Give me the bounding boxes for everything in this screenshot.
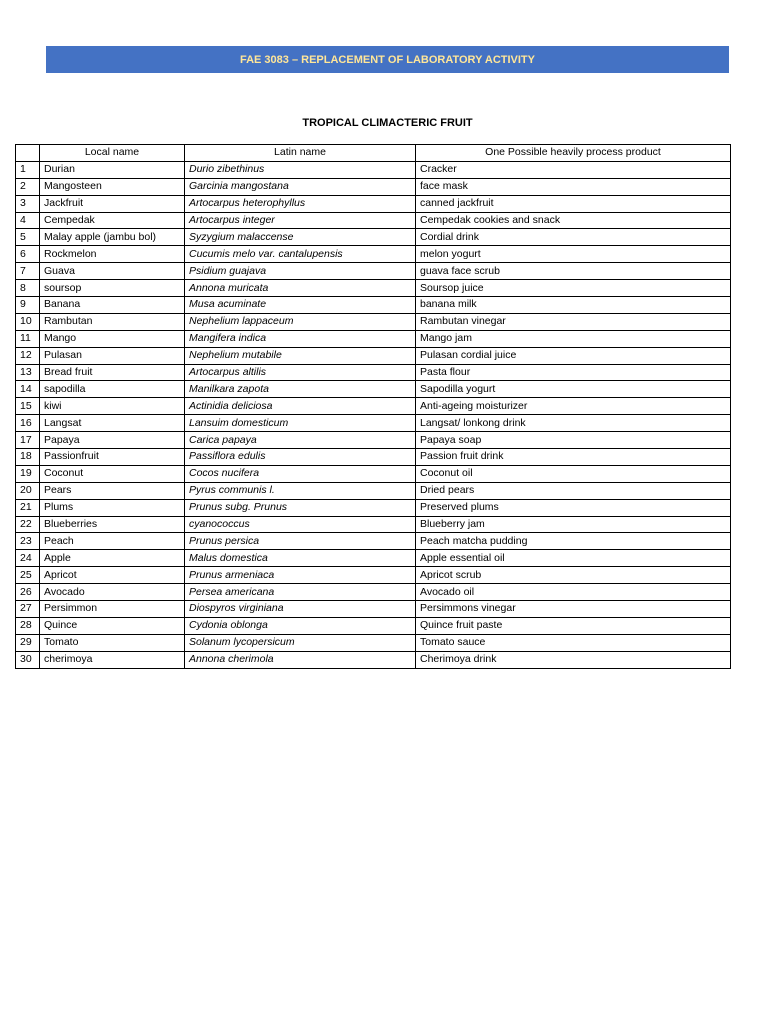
local-name-cell: Tomato <box>40 634 185 651</box>
local-name-cell: Apple <box>40 550 185 567</box>
row-number-cell: 20 <box>16 482 40 499</box>
latin-name-cell: Artocarpus heterophyllus <box>185 195 416 212</box>
row-number-cell: 2 <box>16 178 40 195</box>
product-cell: Rambutan vinegar <box>416 313 731 330</box>
latin-name-cell: Artocarpus integer <box>185 212 416 229</box>
product-cell: Peach matcha pudding <box>416 533 731 550</box>
row-number-cell: 18 <box>16 449 40 466</box>
table-row <box>16 212 731 229</box>
table-row <box>16 617 731 634</box>
local-name-cell: kiwi <box>40 398 185 415</box>
table-row <box>16 263 731 280</box>
product-cell: Langsat/ lonkong drink <box>416 415 731 432</box>
latin-name-cell: Manilkara zapota <box>185 381 416 398</box>
row-number-cell: 17 <box>16 432 40 449</box>
product-cell: Cempedak cookies and snack <box>416 212 731 229</box>
product-cell: Quince fruit paste <box>416 617 731 634</box>
table-row <box>16 651 731 668</box>
latin-name-cell: Annona muricata <box>185 280 416 297</box>
local-name-cell: Pears <box>40 482 185 499</box>
table-row <box>16 313 731 330</box>
row-number-cell: 14 <box>16 381 40 398</box>
latin-name-cell: Carica papaya <box>185 432 416 449</box>
row-number-cell: 25 <box>16 567 40 584</box>
product-cell: melon yogurt <box>416 246 731 263</box>
latin-name-cell: Actinidia deliciosa <box>185 398 416 415</box>
table-row <box>16 398 731 415</box>
row-number-cell: 7 <box>16 263 40 280</box>
table-row <box>16 516 731 533</box>
row-number-cell: 30 <box>16 651 40 668</box>
page-title: TROPICAL CLIMACTERIC FRUIT <box>302 117 473 129</box>
latin-name-cell: Lansuim domesticum <box>185 415 416 432</box>
product-cell: face mask <box>416 178 731 195</box>
latin-name-cell: Passiflora edulis <box>185 449 416 466</box>
row-number-cell: 28 <box>16 617 40 634</box>
latin-name-cell: Malus domestica <box>185 550 416 567</box>
column-header-local-name: Local name <box>40 145 185 162</box>
table-row <box>16 229 731 246</box>
local-name-cell: sapodilla <box>40 381 185 398</box>
row-number-cell: 27 <box>16 601 40 618</box>
local-name-cell: Rambutan <box>40 313 185 330</box>
table-row <box>16 465 731 482</box>
product-cell: Passion fruit drink <box>416 449 731 466</box>
table-header-row <box>16 145 731 162</box>
row-number-cell: 23 <box>16 533 40 550</box>
local-name-cell: soursop <box>40 280 185 297</box>
local-name-cell: Passionfruit <box>40 449 185 466</box>
latin-name-cell: Musa acuminate <box>185 297 416 314</box>
local-name-cell: Apricot <box>40 567 185 584</box>
row-number-cell: 26 <box>16 584 40 601</box>
row-number-cell: 1 <box>16 161 40 178</box>
column-header-number <box>16 145 40 162</box>
local-name-cell: Papaya <box>40 432 185 449</box>
fruit-table <box>15 144 731 669</box>
product-cell: Anti-ageing moisturizer <box>416 398 731 415</box>
local-name-cell: cherimoya <box>40 651 185 668</box>
local-name-cell: Avocado <box>40 584 185 601</box>
local-name-cell: Cempedak <box>40 212 185 229</box>
product-cell: Apple essential oil <box>416 550 731 567</box>
row-number-cell: 12 <box>16 347 40 364</box>
local-name-cell: Bread fruit <box>40 364 185 381</box>
local-name-cell: Persimmon <box>40 601 185 618</box>
table-row <box>16 330 731 347</box>
product-cell: Dried pears <box>416 482 731 499</box>
column-header-product: One Possible heavily process product <box>416 145 731 162</box>
local-name-cell: Malay apple (jambu bol) <box>40 229 185 246</box>
latin-name-cell: Prunus subg. Prunus <box>185 499 416 516</box>
table-row <box>16 567 731 584</box>
table-row <box>16 533 731 550</box>
latin-name-cell: Cydonia oblonga <box>185 617 416 634</box>
row-number-cell: 16 <box>16 415 40 432</box>
row-number-cell: 22 <box>16 516 40 533</box>
product-cell: Coconut oil <box>416 465 731 482</box>
table-row <box>16 178 731 195</box>
table-row <box>16 584 731 601</box>
product-cell: Soursop juice <box>416 280 731 297</box>
local-name-cell: Durian <box>40 161 185 178</box>
local-name-cell: Peach <box>40 533 185 550</box>
table-row <box>16 347 731 364</box>
table-row <box>16 634 731 651</box>
product-cell: canned jackfruit <box>416 195 731 212</box>
table-row <box>16 499 731 516</box>
product-cell: Papaya soap <box>416 432 731 449</box>
product-cell: Pasta flour <box>416 364 731 381</box>
table-row <box>16 195 731 212</box>
latin-name-cell: Durio zibethinus <box>185 161 416 178</box>
table-row <box>16 449 731 466</box>
table-body <box>16 161 731 668</box>
table-row <box>16 161 731 178</box>
product-cell: Pulasan cordial juice <box>416 347 731 364</box>
table-row <box>16 297 731 314</box>
row-number-cell: 15 <box>16 398 40 415</box>
local-name-cell: Mango <box>40 330 185 347</box>
row-number-cell: 3 <box>16 195 40 212</box>
latin-name-cell: Diospyros virginiana <box>185 601 416 618</box>
row-number-cell: 5 <box>16 229 40 246</box>
local-name-cell: Banana <box>40 297 185 314</box>
product-cell: Tomato sauce <box>416 634 731 651</box>
product-cell: Cracker <box>416 161 731 178</box>
product-cell: Cordial drink <box>416 229 731 246</box>
row-number-cell: 6 <box>16 246 40 263</box>
column-header-latin-name: Latin name <box>185 145 416 162</box>
table-row <box>16 482 731 499</box>
latin-name-cell: Pyrus communis l. <box>185 482 416 499</box>
banner-text: FAE 3083 – REPLACEMENT OF LABORATORY ACTIVITY <box>239 53 535 66</box>
product-cell: Sapodilla yogurt <box>416 381 731 398</box>
latin-name-cell: Prunus persica <box>185 533 416 550</box>
row-number-cell: 24 <box>16 550 40 567</box>
local-name-cell: Pulasan <box>40 347 185 364</box>
local-name-cell: Langsat <box>40 415 185 432</box>
row-number-cell: 9 <box>16 297 40 314</box>
product-cell: Mango jam <box>416 330 731 347</box>
row-number-cell: 21 <box>16 499 40 516</box>
product-cell: guava face scrub <box>416 263 731 280</box>
latin-name-cell: Artocarpus altilis <box>185 364 416 381</box>
latin-name-cell: Syzygium malaccense <box>185 229 416 246</box>
table-row <box>16 280 731 297</box>
row-number-cell: 19 <box>16 465 40 482</box>
row-number-cell: 8 <box>16 280 40 297</box>
latin-name-cell: Annona cherimola <box>185 651 416 668</box>
latin-name-cell: cyanococcus <box>185 516 416 533</box>
table-row <box>16 601 731 618</box>
product-cell: Blueberry jam <box>416 516 731 533</box>
local-name-cell: Plums <box>40 499 185 516</box>
local-name-cell: Quince <box>40 617 185 634</box>
product-cell: Cherimoya drink <box>416 651 731 668</box>
row-number-cell: 13 <box>16 364 40 381</box>
local-name-cell: Coconut <box>40 465 185 482</box>
row-number-cell: 29 <box>16 634 40 651</box>
local-name-cell: Guava <box>40 263 185 280</box>
table-row <box>16 432 731 449</box>
local-name-cell: Mangosteen <box>40 178 185 195</box>
table-row <box>16 246 731 263</box>
latin-name-cell: Mangifera indica <box>185 330 416 347</box>
local-name-cell: Jackfruit <box>40 195 185 212</box>
table-row <box>16 364 731 381</box>
table-row <box>16 415 731 432</box>
product-cell: Avocado oil <box>416 584 731 601</box>
latin-name-cell: Psidium guajava <box>185 263 416 280</box>
latin-name-cell: Prunus armeniaca <box>185 567 416 584</box>
table-row <box>16 381 731 398</box>
product-cell: banana milk <box>416 297 731 314</box>
header-banner <box>46 46 729 73</box>
latin-name-cell: Cocos nucifera <box>185 465 416 482</box>
latin-name-cell: Solanum lycopersicum <box>185 634 416 651</box>
latin-name-cell: Nephelium lappaceum <box>185 313 416 330</box>
table-row <box>16 550 731 567</box>
row-number-cell: 10 <box>16 313 40 330</box>
row-number-cell: 11 <box>16 330 40 347</box>
latin-name-cell: Nephelium mutabile <box>185 347 416 364</box>
latin-name-cell: Garcinia mangostana <box>185 178 416 195</box>
product-cell: Apricot scrub <box>416 567 731 584</box>
product-cell: Preserved plums <box>416 499 731 516</box>
local-name-cell: Blueberries <box>40 516 185 533</box>
product-cell: Persimmons vinegar <box>416 601 731 618</box>
local-name-cell: Rockmelon <box>40 246 185 263</box>
latin-name-cell: Cucumis melo var. cantalupensis <box>185 246 416 263</box>
latin-name-cell: Persea americana <box>185 584 416 601</box>
row-number-cell: 4 <box>16 212 40 229</box>
